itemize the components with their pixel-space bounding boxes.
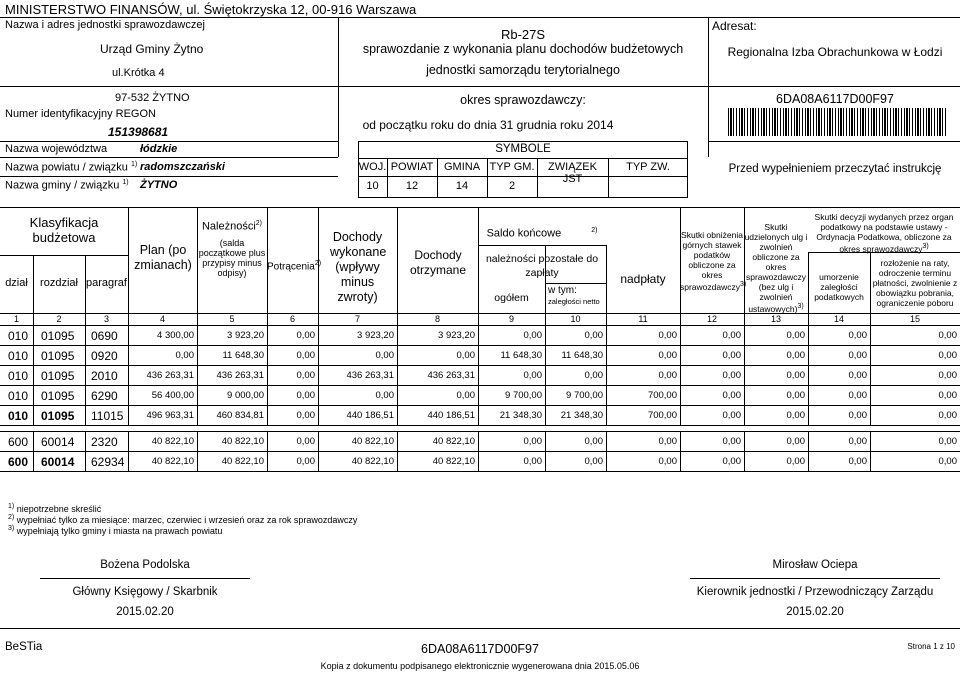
classification-cell: 62934 [91,455,125,469]
symbol-value: 14 [455,180,469,192]
amount-cell: 0,00 [523,436,542,447]
column-number: 12 [706,314,717,324]
classification-cell: 01095 [41,329,75,343]
regon-value: 151398681 [108,125,169,139]
amount-cell: 0,00 [848,330,867,341]
amount-cell: 0,00 [722,390,741,401]
footer-doc-id: 6DA08A6117D00F97 [421,642,539,656]
amount-cell: 9 000,00 [227,390,264,401]
classification-cell: 0920 [91,349,118,363]
unit-label: Nazwa i adres jednostki sprawozdawczej [5,19,205,31]
column-number: 2 [56,314,62,324]
classification-cell: 01095 [41,389,75,403]
symbol-header: POWIAT [390,161,434,173]
amount-cell: 496 963,31 [146,410,194,421]
column-number: 7 [354,314,360,324]
classification-cell: 010 [8,349,29,363]
amount-cell: 0,00 [584,436,603,447]
classification-cell: 010 [8,389,29,403]
amount-cell: 40 822,10 [432,436,475,447]
classification-cell: 2010 [91,369,118,383]
classification-cell: 2320 [91,435,118,449]
column-number: 11 [638,314,648,324]
header-skutki-obnizenia: Skutki obniżenia górnych stawek podatków obliczone za okres sprawozdawczy$^{3)}$ [680,230,747,292]
amount-cell: 436 263,31 [427,370,475,381]
symbol-header: WOJ. [358,161,387,173]
amount-cell: 0,00 [938,436,957,447]
amount-cell: 0,00 [658,350,677,361]
header-ogolem: ogółem [494,292,529,304]
amount-cell: 440 186,51 [427,410,475,421]
amount-cell: 440 186,51 [346,410,394,421]
header-potracenia: Potrącenia$^{2)}$ [267,260,322,273]
amount-cell: 436 263,31 [346,370,394,381]
amount-cell: 0,00 [296,436,315,447]
amount-cell: 0,00 [175,350,194,361]
amount-cell: 0,00 [296,390,315,401]
amount-cell: 40 822,10 [151,436,194,447]
amount-cell: 21 348,30 [499,410,542,421]
amount-cell: 0,00 [722,330,741,341]
header-naleznosci: Należności$^{2)}$ [201,220,263,233]
symbol-header: TYP GM. [489,161,535,173]
unit-name: Urząd Gminy Żytno [100,42,204,56]
amount-cell: 0,00 [296,410,315,421]
amount-cell: 700,00 [647,390,677,401]
classification-cell: 600 [8,435,29,449]
amount-cell: 0,00 [786,370,805,381]
period-label: okres sprawozdawczy: [460,93,586,107]
amount-cell: 0,00 [786,456,805,467]
column-number: 9 [508,314,514,324]
amount-cell: 3 923,20 [438,330,475,341]
classification-cell: 010 [8,329,29,343]
footer-copy: Kopia z dokumentu podpisanego elektronicznie wygenerowana dnia 2015.05.06 [320,661,640,671]
amount-cell: 0,00 [584,370,603,381]
footer-page: Strona 1 z 10 [907,642,955,651]
amount-cell: 0,00 [722,370,741,381]
amount-cell: 11 648,30 [500,350,542,361]
amount-cell: 0,00 [786,410,805,421]
barcode [728,108,946,136]
header-classification: Klasyfikacja budżetowa [29,215,99,245]
amount-cell: 0,00 [296,330,315,341]
amount-cell: 0,00 [848,410,867,421]
header-paragraf: paragraf [86,277,127,289]
amount-cell: 40 822,10 [221,436,264,447]
report-code: Rb-27S [500,27,546,42]
column-number: 14 [833,314,844,324]
amount-cell: 0,00 [584,456,603,467]
classification-cell: 010 [8,369,29,383]
unit-street: ul.Krótka 4 [112,67,165,79]
amount-cell: 0,00 [938,410,957,421]
symbol-value: 12 [405,180,419,192]
header-skutki-decyzji: Skutki decyzji wydanych przez organ podatkowy na podstawie ustawy - Ordynacja Podatkowa, obliczone za okres sprawozdawczy$^{3)}$ [814,212,954,254]
classification-cell: 01095 [41,409,75,423]
header-w-tym: w tym: [548,285,577,296]
header-dochody-wykonane: Dochody wykonane (wpływy minus zwroty) [330,230,387,304]
amount-cell: 0,00 [722,410,741,421]
symbol-value: 10 [366,180,379,192]
classification-cell: 600 [8,455,29,469]
symbol-header: ZWIĄZEK JST [548,161,597,185]
amount-cell: 56 400,00 [151,390,194,401]
amount-cell: 0,00 [848,456,867,467]
county-value: radomszczański [140,161,225,173]
report-subtitle: jednostki samorządu terytorialnego [426,63,620,77]
amount-cell: 0,00 [848,370,867,381]
amount-cell: 0,00 [375,390,394,401]
amount-cell: 0,00 [456,350,475,361]
column-number: 4 [159,314,165,324]
amount-cell: 0,00 [658,370,677,381]
addressee-label: Adresat: [712,19,757,33]
classification-cell: 0690 [91,329,118,343]
amount-cell: 436 263,31 [146,370,194,381]
column-number: 3 [103,314,109,324]
signature-left-role: Główny Księgowy / Skarbnik [72,586,218,598]
amount-cell: 0,00 [584,330,603,341]
header-umorzenie: umorzenie zaległości podatkowych [814,272,864,302]
column-number: 15 [909,314,920,324]
footnote-3: $^{3)}$ wypełniają tylko gminy i miasta na prawach powiatu [8,525,223,536]
amount-cell: 0,00 [296,456,315,467]
amount-cell: 0,00 [786,390,805,401]
header-saldo: Saldo końcowe $^{2)}$ [486,227,598,240]
symbols-title: SYMBOLE [495,143,551,155]
classification-cell: 010 [8,409,29,423]
column-number: 8 [434,314,440,324]
amount-cell: 0,00 [375,350,394,361]
classification-cell: 01095 [41,369,75,383]
amount-cell: 460 834,81 [216,410,264,421]
amount-cell: 0,00 [848,390,867,401]
county-label: Nazwa powiatu / związku $^{1)}$ [5,161,138,174]
commune-value: ŻYTNO [140,179,178,191]
amount-cell: 0,00 [523,330,542,341]
signature-right-date: 2015.02.20 [786,606,844,618]
amount-cell: 40 822,10 [221,456,264,467]
footnote-1: $^{1)}$ niepotrzebne skreślić [8,503,102,514]
footnote-2: $^{2)}$ wypełniać tylko za miesiące: marzec, czerwiec i wrzesień oraz za rok sprawozdawczy [8,514,358,525]
amount-cell: 40 822,10 [432,456,475,467]
amount-cell: 9 700,00 [505,390,542,401]
period-value: od początku roku do dnia 31 grudnia roku 2014 [362,118,614,132]
symbol-value: 2 [508,180,516,192]
amount-cell: 0,00 [722,456,741,467]
amount-cell: 0,00 [658,456,677,467]
amount-cell: 0,00 [848,436,867,447]
document-id: 6DA08A6117D00F97 [776,92,894,106]
classification-cell: 11015 [91,409,124,423]
amount-cell: 0,00 [523,370,542,381]
regon-label: Numer identyfikacyjny REGON [5,108,156,120]
amount-cell: 3 923,20 [227,330,264,341]
amount-cell: 3 923,20 [357,330,394,341]
classification-cell: 60014 [41,435,75,449]
amount-cell: 11 648,30 [561,350,603,361]
unit-city: 97-532 ŻYTNO [115,92,190,104]
ministry-line: MINISTERSTWO FINANSÓW, ul. Świętokrzyska 12, 00-916 Warszawa [5,2,417,17]
column-number: 13 [770,314,781,324]
signature-right-name: Mirosław Ociepa [772,559,858,571]
amount-cell: 21 348,30 [560,410,603,421]
amount-cell: 0,00 [938,370,957,381]
symbol-header: TYP ZW. [626,161,670,173]
classification-cell: 01095 [41,349,75,363]
amount-cell: 40 822,10 [351,436,394,447]
footer-app: BeSTia [5,641,43,653]
instruction-note: Przed wypełnieniem przeczytać instrukcję [728,163,942,175]
amount-cell: 0,00 [938,390,957,401]
amount-cell: 11 648,30 [222,350,264,361]
header-rozlozenie: rozłożenie na raty, odroczenie terminu płatności, zwolnienie z obowiązku pobrania, ograniczenie poboru [872,258,958,308]
amount-cell: 0,00 [523,456,542,467]
signature-left-name: Bożena Podolska [100,559,190,571]
column-number: 1 [13,314,19,324]
amount-cell: 436 263,31 [216,370,264,381]
amount-cell: 0,00 [938,350,957,361]
header-naleznosci-pozostale: należności pozostałe do zapłaty [485,253,599,279]
header-skutki-ulg: Skutki udzielonych ulg i zwolnień obliczone za okres sprawozdawczy (bez ulg i zwolnień ustawowych)$^{3)}$ [744,222,808,314]
column-number: 10 [570,314,581,324]
header-dochody-otrzymane: Dochody otrzymane [409,248,467,277]
column-number: 5 [229,314,235,324]
commune-label: Nazwa gminy / związku $^{1)}$ [5,179,129,192]
header-nadplaty: nadpłaty [620,272,666,286]
amount-cell: 4 300,00 [157,330,194,341]
amount-cell: 0,00 [296,370,315,381]
amount-cell: 0,00 [722,350,741,361]
amount-cell: 700,00 [647,410,677,421]
header-plan: Plan (po zmianach) [134,243,192,272]
header-rozdzial: rozdział [40,277,78,289]
amount-cell: 9 700,00 [566,390,603,401]
amount-cell: 0,00 [848,350,867,361]
header-dzial: dział [5,277,28,289]
symbol-header: GMINA [443,161,481,173]
amount-cell: 0,00 [786,436,805,447]
amount-cell: 0,00 [456,390,475,401]
signature-right-role: Kierownik jednostki / Przewodniczący Zarządu [696,586,934,598]
amount-cell: 0,00 [658,436,677,447]
header-naleznosci-sub: (salda początkowe plus przypisy minus odpisy) [198,238,266,278]
voivodeship-label: Nazwa województwa [5,143,108,155]
classification-cell: 6290 [91,389,118,403]
amount-cell: 0,00 [938,330,957,341]
amount-cell: 0,00 [786,330,805,341]
amount-cell: 0,00 [296,350,315,361]
voivodeship-value: łódzkie [140,143,178,155]
amount-cell: 40 822,10 [351,456,394,467]
report-title: sprawozdanie z wykonania planu dochodów budżetowych [362,42,684,56]
addressee-name: Regionalna Izba Obrachunkowa w Łodzi [727,45,943,59]
classification-cell: 60014 [41,455,75,469]
amount-cell: 0,00 [658,330,677,341]
signature-left-date: 2015.02.20 [116,606,174,618]
amount-cell: 40 822,10 [151,456,194,467]
amount-cell: 0,00 [722,436,741,447]
amount-cell: 0,00 [786,350,805,361]
header-zaleglosci-netto: zaległości netto [548,297,600,306]
column-number: 6 [289,314,295,324]
amount-cell: 0,00 [938,456,957,467]
